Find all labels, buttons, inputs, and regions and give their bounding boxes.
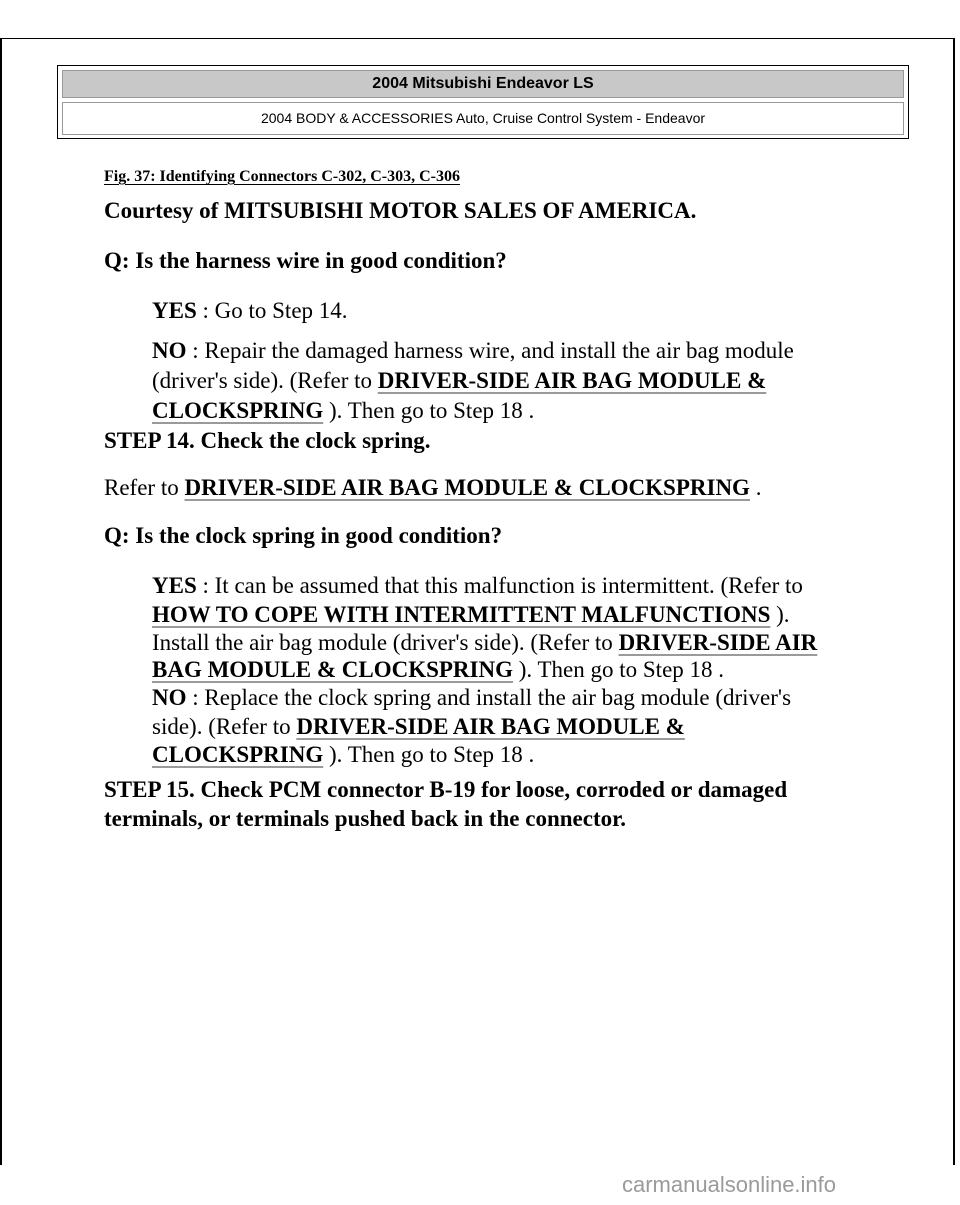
step-15-heading-line2: terminals, or terminals pushed back in the connector.	[104, 806, 626, 831]
q1-no-answer-line3	[152, 398, 534, 424]
q1-no-answer-line1	[152, 338, 794, 364]
no-label: NO	[152, 338, 187, 363]
figure-courtesy: Courtesy of MITSUBISHI MOTOR SALES OF AMERICA.	[104, 198, 697, 223]
watermark: carmanualsonline.info	[622, 1172, 837, 1197]
q1-no-answer-line2	[152, 368, 766, 394]
no-text: (driver's side). (Refer to	[152, 368, 378, 393]
figure-caption-link[interactable]: Fig. 37: Identifying Connectors C-302, C-303, C-306	[104, 168, 460, 185]
no-label: NO	[152, 685, 187, 710]
question-clock-spring: Q: Is the clock spring in good condition?	[104, 523, 503, 548]
link-clockspring[interactable]: CLOCKSPRING	[152, 742, 324, 767]
header-title: 2004 Mitsubishi Endeavor LS	[62, 70, 904, 98]
link-driver-side-airbag-module[interactable]: DRIVER-SIDE AIR BAG MODULE &	[296, 714, 685, 739]
yes-text: : Go to Step 14.	[196, 298, 348, 323]
no-text: ). Then go to Step 18 .	[323, 742, 535, 767]
figure-caption[interactable]	[104, 168, 460, 186]
header-subtitle: 2004 BODY & ACCESSORIES Auto, Cruise Control System - Endeavor	[62, 102, 904, 135]
q2-yes-answer-line3	[152, 630, 817, 656]
refer-suffix: .	[749, 475, 762, 500]
q2-no-answer-line1	[152, 685, 791, 711]
step-14-refer	[104, 475, 761, 501]
yes-label: YES	[152, 298, 197, 323]
yes-text: : It can be assumed that this malfunction is intermittent. (Refer to	[196, 573, 803, 598]
link-driver-side-air[interactable]: DRIVER-SIDE AIR	[618, 630, 818, 655]
document-header	[57, 65, 909, 139]
q2-yes-answer-line1	[152, 573, 803, 599]
yes-text: ).	[770, 602, 790, 627]
question-harness-wire: Q: Is the harness wire in good condition?	[104, 248, 507, 273]
yes-label: YES	[152, 573, 197, 598]
link-clockspring[interactable]: CLOCKSPRING	[152, 398, 324, 423]
link-driver-side-airbag-module[interactable]: DRIVER-SIDE AIR BAG MODULE &	[377, 368, 767, 393]
no-text: ). Then go to Step 18 .	[323, 398, 535, 423]
yes-text: ). Then go to Step 18 .	[513, 657, 725, 682]
step-15-heading-line1: STEP 15. Check PCM connector B-19 for loose, corroded or damaged	[104, 777, 788, 802]
no-text: : Replace the clock spring and install the air bag module (driver's	[186, 685, 792, 710]
q2-no-answer-line2	[152, 714, 685, 740]
q2-yes-answer-line4	[152, 657, 724, 683]
q2-yes-answer-line2	[152, 602, 790, 628]
yes-text: Install the air bag module (driver's side). (Refer to	[152, 630, 619, 655]
link-bag-module-clockspring[interactable]: BAG MODULE & CLOCKSPRING	[152, 657, 513, 682]
link-intermittent-malfunctions[interactable]: HOW TO COPE WITH INTERMITTENT MALFUNCTIONS	[152, 602, 771, 627]
q1-yes-answer	[152, 298, 348, 324]
no-text: side). (Refer to	[152, 714, 297, 739]
q2-no-answer-line3	[152, 742, 534, 768]
link-driver-side-airbag-module-clockspring[interactable]: DRIVER-SIDE AIR BAG MODULE & CLOCKSPRING	[184, 475, 750, 500]
step-14-heading: STEP 14. Check the clock spring.	[104, 428, 431, 453]
no-text: : Repair the damaged harness wire, and install the air bag module	[186, 338, 794, 363]
refer-prefix: Refer to	[104, 475, 185, 500]
